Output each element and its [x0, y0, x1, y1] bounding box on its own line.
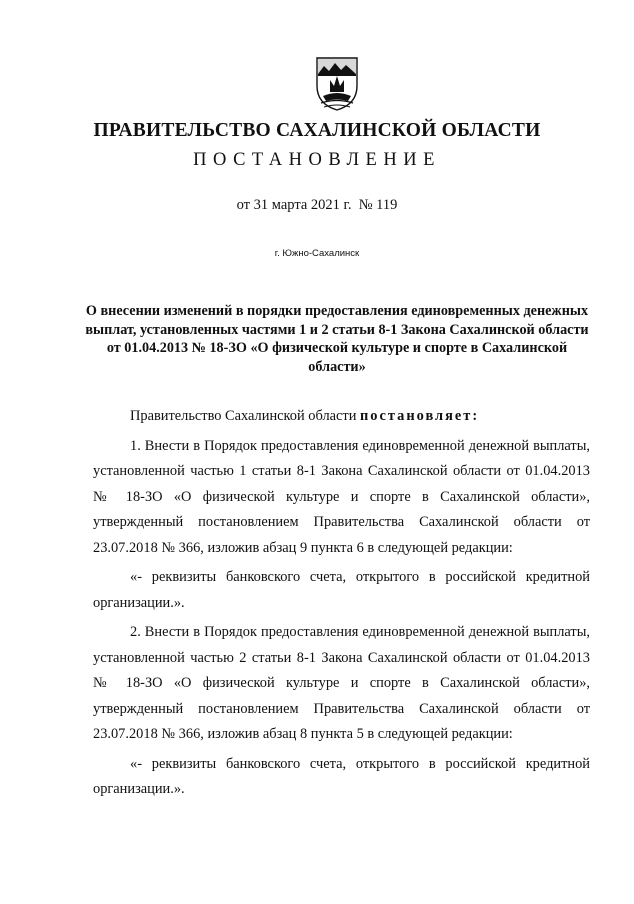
preamble [93, 404, 590, 430]
document-city: г. Южно-Сахалинск [274, 248, 360, 259]
organization-name: ПРАВИТЕЛЬСТВО САХАЛИНСКОЙ ОБЛАСТИ [93, 120, 541, 141]
preamble-colon: : [472, 408, 478, 424]
paragraph-item-2: 2. Внести в Порядок предоставления единовременной денежной выплаты, установленной частью 2 статьи 8-1 Закона Сахалинской области от 01.04.2013 № 18-ЗО «О физической культуре и спорте в Сахалинской области», утвержденный постановлением Правительства Сахалинской области от 23.07.2018 № 366, изложив абзац 8 пункта 5 в следующей редакции: [93, 624, 590, 742]
document-type: ПОСТАНОВЛЕНИЕ [193, 150, 441, 170]
paragraph-item-2-quote: «- реквизиты банковского счета, открытого в российской кредитной организации.». [93, 755, 590, 797]
document-date-number: от 31 марта 2021 г. № 119 [236, 197, 398, 213]
preamble-action: постановляет [360, 408, 473, 424]
preamble-prefix: Правительство Сахалинской области [130, 408, 360, 424]
paragraph-item-1: 1. Внести в Порядок предоставления единовременной денежной выплаты, установленной частью 1 статьи 8-1 Закона Сахалинской области от 01.04.2013 № 18-ЗО «О физической культуре и спорте в Сахалинской области», утвержденный постановлением Правительства Сахалинской области от 23.07.2018 № 366, изложив абзац 9 пункта 6 в следующей редакции: [93, 437, 590, 556]
document-title: О внесении изменений в порядки предоставления единовременных денежных выплат, установленных частями 1 и 2 статьи 8-1 Закона Сахалинской области от 01.04.2013 № 18-ЗО «О физической культуре и спорте в Сахалинской области» [85, 303, 589, 375]
paragraph-item-1-quote: «- реквизиты банковского счета, открытого в российской кредитной организации.». [93, 569, 590, 611]
document-body [93, 404, 590, 803]
sakhalin-coat-of-arms-icon [315, 56, 359, 112]
